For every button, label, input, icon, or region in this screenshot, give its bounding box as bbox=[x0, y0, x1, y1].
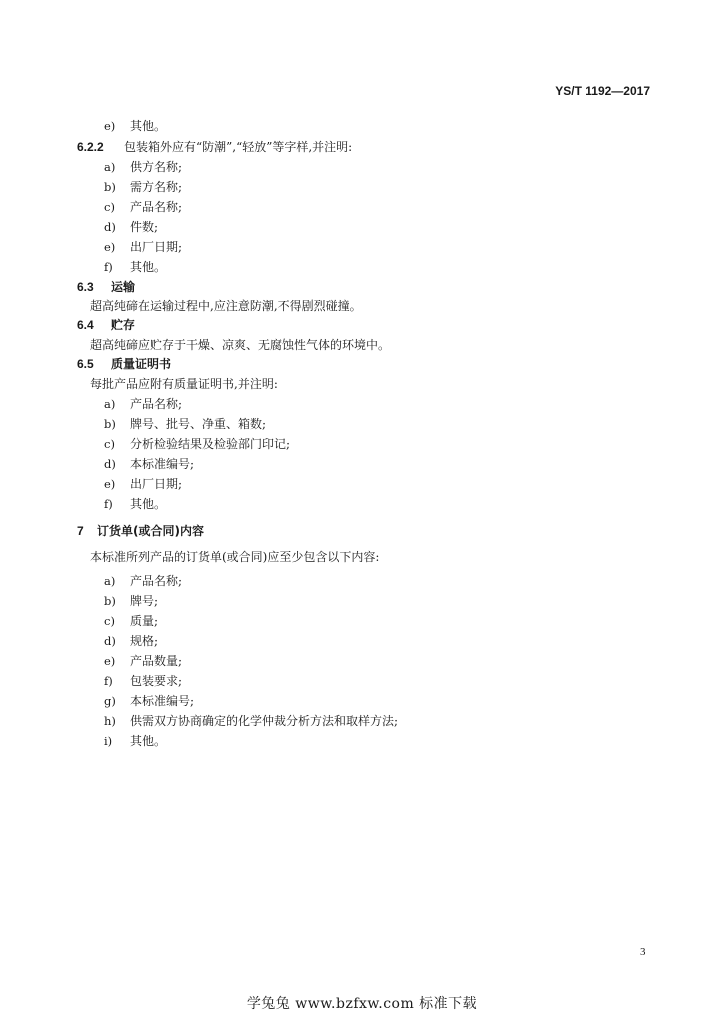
list-item-text: 产品名称; bbox=[130, 200, 183, 214]
section-6-3-body: 超高纯碲在运输过程中,应注意防潮,不得剧烈碰撞。 bbox=[90, 299, 362, 313]
list-item-text: 本标准编号; bbox=[130, 694, 195, 708]
list-item-label: a) bbox=[104, 574, 116, 588]
list-item-label: e) bbox=[104, 477, 116, 491]
list-item-text: 包装要求; bbox=[130, 674, 183, 688]
list-item-label: h) bbox=[104, 714, 116, 728]
section-7-intro: 本标准所列产品的订货单(或合同)应至少包含以下内容: bbox=[90, 550, 380, 564]
list-item-text: 件数; bbox=[130, 220, 159, 234]
list-item-text: 产品名称; bbox=[130, 574, 183, 588]
section-title-6-3: 运输 bbox=[111, 280, 136, 294]
list-item-label: d) bbox=[104, 457, 116, 471]
list-item-label: a) bbox=[104, 160, 116, 174]
page-number: 3 bbox=[640, 946, 646, 958]
list-item-label: e) bbox=[104, 654, 116, 668]
list-item-label: e) bbox=[104, 240, 116, 254]
section-6-2-2-text: 包装箱外应有“防潮”,“轻放”等字样,并注明: bbox=[124, 140, 353, 154]
list-item-label: c) bbox=[104, 437, 115, 451]
section-6-5-intro: 每批产品应附有质量证明书,并注明: bbox=[90, 377, 278, 391]
list-item-text: 需方名称; bbox=[130, 180, 183, 194]
list-item-label: g) bbox=[104, 694, 116, 708]
list-item-text: 牌号; bbox=[130, 594, 159, 608]
list-item-label: b) bbox=[104, 180, 116, 194]
list-item-text: 牌号、批号、净重、箱数; bbox=[130, 417, 267, 431]
list-item-text: 供需双方协商确定的化学仲裁分析方法和取样方法; bbox=[130, 714, 399, 728]
list-item-text: 其他。 bbox=[130, 260, 167, 274]
section-number-7: 7 bbox=[77, 524, 84, 538]
list-item-label: b) bbox=[104, 594, 116, 608]
section-title-6-5: 质量证明书 bbox=[111, 357, 172, 371]
section-number-6-3: 6.3 bbox=[77, 280, 94, 294]
list-item-label: f) bbox=[104, 260, 113, 274]
list-item-label: d) bbox=[104, 634, 116, 648]
list-item-text: 其他。 bbox=[130, 497, 167, 511]
section-title-7: 订货单(或合同)内容 bbox=[97, 524, 204, 538]
list-item-text: 本标准编号; bbox=[130, 457, 195, 471]
section-number-6-5: 6.5 bbox=[77, 357, 94, 371]
list-item-text: 分析检验结果及检验部门印记; bbox=[130, 437, 291, 451]
list-item-text: 其他。 bbox=[130, 119, 167, 133]
list-item-text: 供方名称; bbox=[130, 160, 183, 174]
list-item-label: c) bbox=[104, 200, 115, 214]
section-number-6-4: 6.4 bbox=[77, 318, 94, 332]
section-title-6-4: 贮存 bbox=[111, 318, 136, 332]
list-item-label: a) bbox=[104, 397, 116, 411]
list-item-label: b) bbox=[104, 417, 116, 431]
list-item-text: 产品名称; bbox=[130, 397, 183, 411]
list-item-label: f) bbox=[104, 497, 113, 511]
list-item-text: 质量; bbox=[130, 614, 159, 628]
list-item-label: i) bbox=[104, 734, 113, 748]
list-item-text: 出厂日期; bbox=[130, 477, 183, 491]
standard-code: YS/T 1192—2017 bbox=[555, 84, 650, 98]
list-item-text: 出厂日期; bbox=[130, 240, 183, 254]
section-number-6-2-2: 6.2.2 bbox=[77, 140, 104, 154]
list-item-label: f) bbox=[104, 674, 113, 688]
list-item-text: 产品数量; bbox=[130, 654, 183, 668]
list-item-label: e) bbox=[104, 119, 116, 133]
list-item-text: 规格; bbox=[130, 634, 159, 648]
footer-watermark[interactable]: 学兔兔 www.bzfxw.com 标准下载 bbox=[246, 996, 478, 1012]
list-item-label: d) bbox=[104, 220, 116, 234]
list-item-text: 其他。 bbox=[130, 734, 167, 748]
list-item-label: c) bbox=[104, 614, 115, 628]
section-6-4-body: 超高纯碲应贮存于干燥、凉爽、无腐蚀性气体的环境中。 bbox=[90, 338, 391, 352]
